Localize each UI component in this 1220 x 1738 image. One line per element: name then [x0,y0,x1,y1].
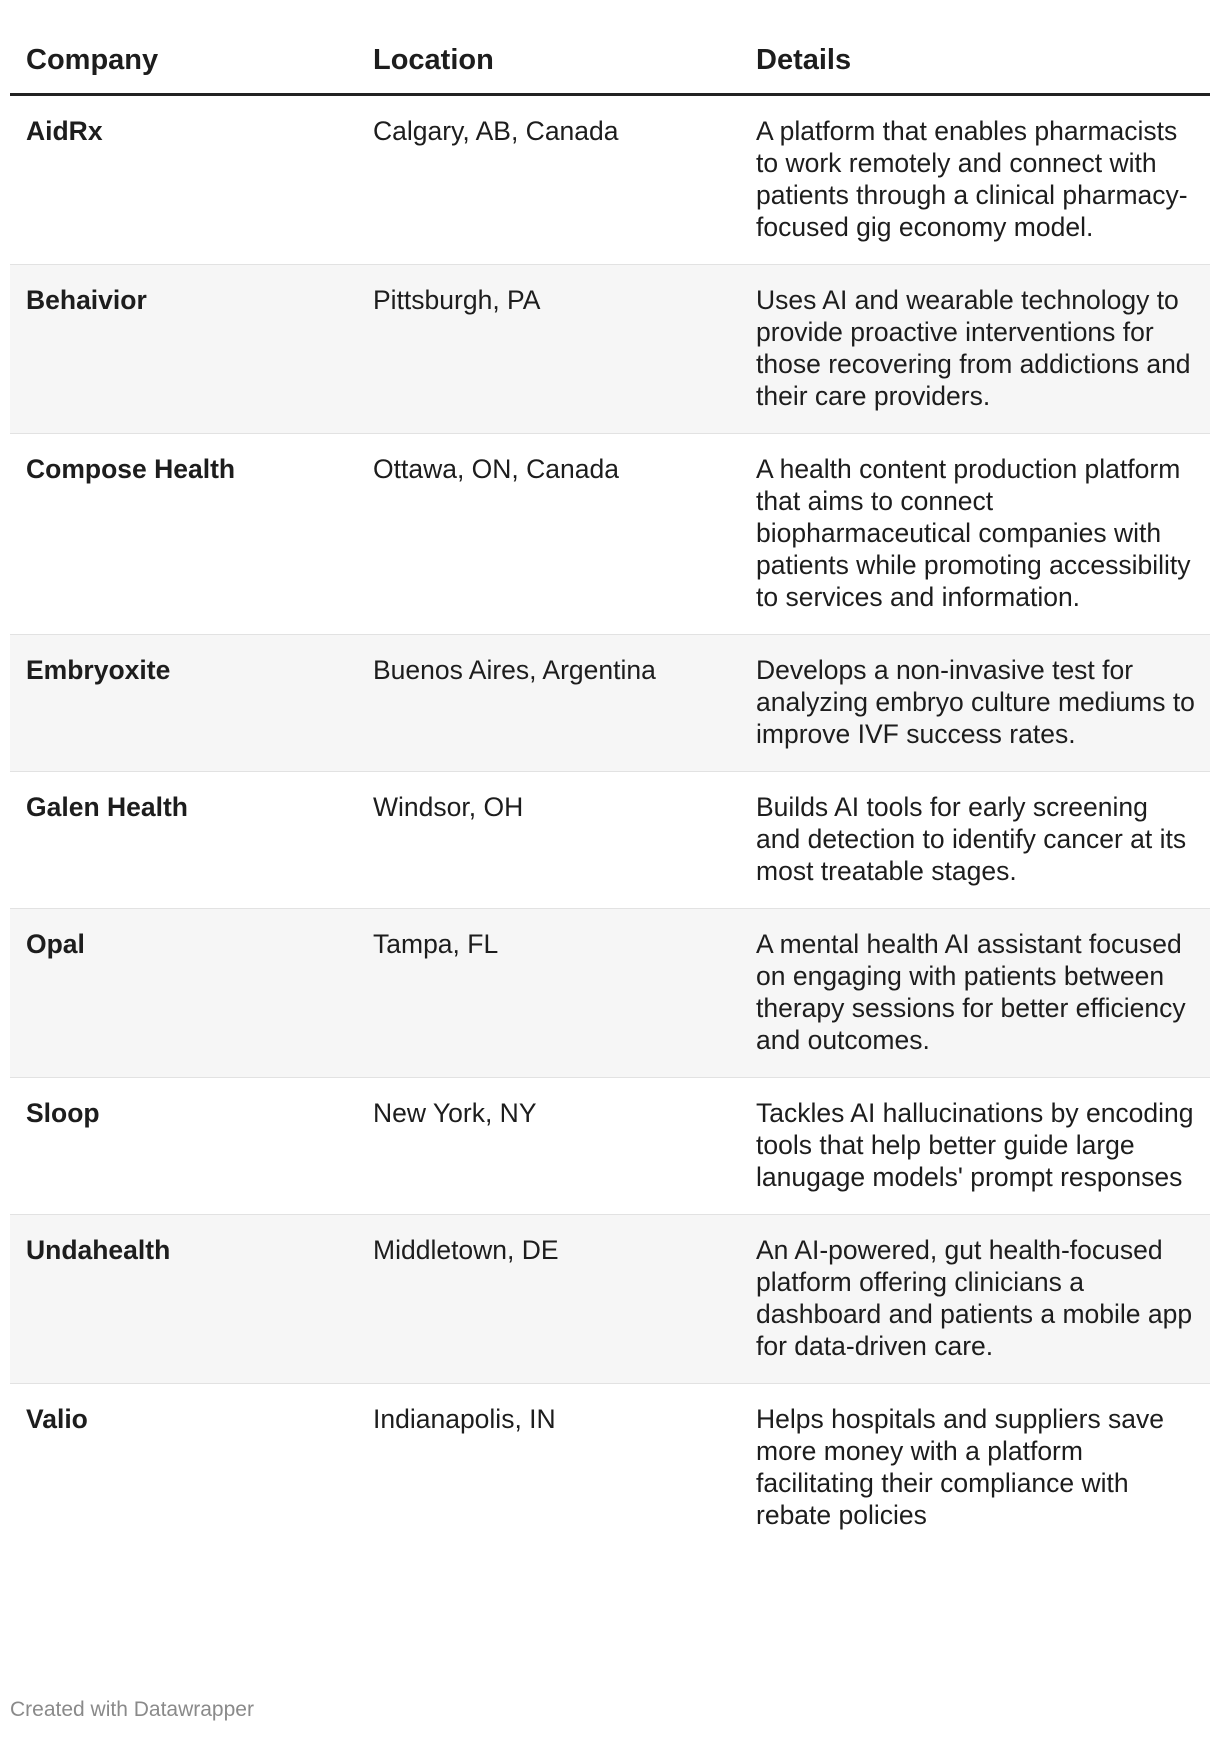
table-row [10,635,1210,772]
table-row [10,1078,1210,1215]
details-cell: Develops a non-invasive test for analyzing embryo culture mediums to improve IVF success rates. [740,635,1210,772]
table-row [10,909,1210,1078]
details-cell: Uses AI and wearable technology to provide proactive interventions for those recovering from addictions and their care providers. [740,265,1210,434]
company-cell: Undahealth [10,1215,357,1384]
company-cell: Sloop [10,1078,357,1215]
table-header [10,30,1210,95]
company-cell: Opal [10,909,357,1078]
location-cell: Calgary, AB, Canada [357,95,740,265]
location-cell: Tampa, FL [357,909,740,1078]
location-cell: Windsor, OH [357,772,740,909]
details-cell: Builds AI tools for early screening and detection to identify cancer at its most treatable stages. [740,772,1210,909]
details-cell: Helps hospitals and suppliers save more money with a platform facilitating their compliance with rebate policies [740,1384,1210,1553]
table-body [10,95,1210,1553]
column-header-location[interactable]: Location [357,30,740,95]
company-cell: AidRx [10,95,357,265]
location-cell: New York, NY [357,1078,740,1215]
location-cell: Middletown, DE [357,1215,740,1384]
table-row [10,1215,1210,1384]
details-cell: A platform that enables pharmacists to work remotely and connect with patients through a clinical pharmacy-focused gig economy model. [740,95,1210,265]
location-cell: Ottawa, ON, Canada [357,434,740,635]
data-table-container [10,30,1210,1552]
details-cell: Tackles AI hallucinations by encoding tools that help better guide large lanugage models' prompt responses [740,1078,1210,1215]
header-row [10,30,1210,95]
company-cell: Embryoxite [10,635,357,772]
company-cell: Compose Health [10,434,357,635]
company-cell: Behaivior [10,265,357,434]
table-row [10,772,1210,909]
details-cell: An AI-powered, gut health-focused platform offering clinicians a dashboard and patients a mobile app for data-driven care. [740,1215,1210,1384]
data-table [10,30,1210,1552]
table-row [10,95,1210,265]
column-header-company[interactable]: Company [10,30,357,95]
details-cell: A mental health AI assistant focused on engaging with patients between therapy sessions for better efficiency and outcomes. [740,909,1210,1078]
column-header-details[interactable]: Details [740,30,1210,95]
table-row [10,434,1210,635]
company-cell: Valio [10,1384,357,1553]
table-row [10,1384,1210,1553]
company-cell: Galen Health [10,772,357,909]
location-cell: Indianapolis, IN [357,1384,740,1553]
details-cell: A health content production platform that aims to connect biopharmaceutical companies with patients while promoting accessibility to services and information. [740,434,1210,635]
table-row [10,265,1210,434]
datawrapper-credit[interactable]: Created with Datawrapper [10,1698,254,1721]
location-cell: Pittsburgh, PA [357,265,740,434]
location-cell: Buenos Aires, Argentina [357,635,740,772]
